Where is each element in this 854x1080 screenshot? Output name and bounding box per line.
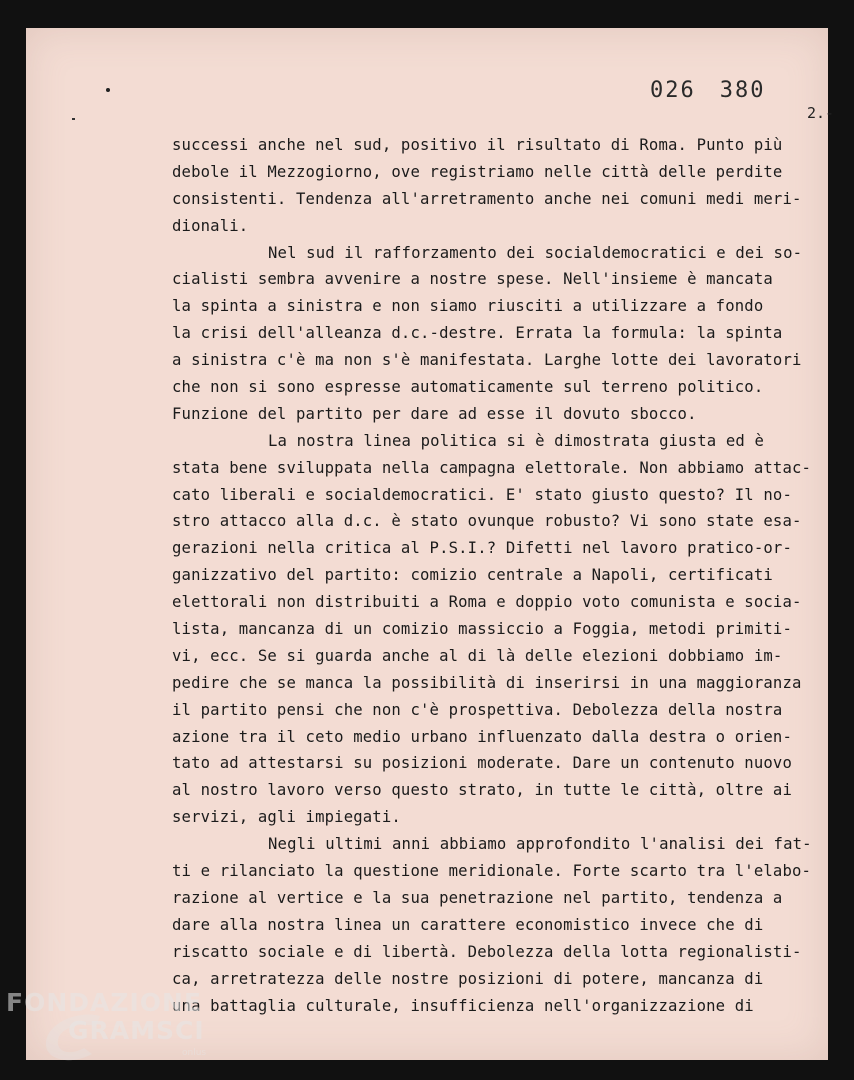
text-line: cato liberali e socialdemocratici. E' stato giusto questo? Il no-: [172, 485, 792, 504]
text-line: la spinta a sinistra e non siamo riusciti a utilizzare a fondo: [172, 297, 764, 316]
logo-subtitle: onlus: [182, 1048, 207, 1058]
logo-text-line1: FONDAZIONE: [6, 988, 203, 1017]
typewritten-text: [172, 132, 822, 1019]
text-line: dare alla nostra linea un carattere economistico invece che di: [172, 915, 764, 934]
text-line: dionali.: [172, 216, 249, 235]
text-line: che non si sono espresse automaticamente sul terreno politico.: [172, 378, 764, 397]
logo-text-line2: GRAMSCI: [68, 1016, 205, 1045]
text-line: successi anche nel sud, positivo il risultato di Roma. Punto più: [172, 136, 783, 154]
text-line: servizi, agli impiegati.: [172, 808, 401, 827]
text-line: a sinistra c'è ma non s'è manifestata. Larghe lotte dei lavoratori: [172, 351, 802, 370]
text-line: tato ad attestarsi su posizioni moderate. Dare un contenuto nuovo: [172, 754, 792, 773]
ink-mark: [106, 88, 110, 92]
text-line: ca, arretratezza delle nostre posizioni di potere, mancanza di: [172, 969, 764, 988]
text-line: cialisti sembra avvenire a nostre spese. Nell'insieme è mancata: [172, 270, 773, 289]
text-line: gerazioni nella critica al P.S.I.? Difetti nel lavoro pratico-or-: [172, 539, 792, 558]
text-line: stro attacco alla d.c. è stato ovunque robusto? Vi sono state esa-: [172, 512, 802, 531]
text-line: vi, ecc. Se si guarda anche al di là delle elezioni dobbiamo im-: [172, 646, 783, 665]
text-line: ganizzativo del partito: comizio centrale a Napoli, certificati: [172, 566, 773, 585]
text-line: al nostro lavoro verso questo strato, in tutte le città, oltre ai: [172, 781, 792, 800]
page-number: 2.-: [807, 104, 835, 122]
text-line: consistenti. Tendenza all'arretramento anche nei comuni medi meri-: [172, 189, 802, 208]
archive-number-part2: 380: [719, 78, 766, 103]
archive-number-part1: 026: [650, 78, 696, 103]
text-line: lista, mancanza di un comizio massiccio a Foggia, metodi primiti-: [172, 620, 792, 639]
text-line: pedire che se manca la possibilità di inserirsi in una maggioranza: [172, 673, 802, 692]
text-line: razione al vertice e la sua penetrazione nel partito, tendenza a: [172, 888, 783, 907]
text-line: riscatto sociale e di libertà. Debolezza della lotta regionalisti-: [172, 942, 802, 961]
text-line: Nel sud il rafforzamento dei socialdemocratici e dei so-: [268, 243, 803, 262]
text-line: debole il Mezzogiorno, ove registriamo nelle città delle perdite: [172, 162, 783, 181]
archive-number: [650, 78, 766, 103]
text-line: azione tra il ceto medio urbano influenzato dalla destra o orien-: [172, 727, 792, 746]
text-line: Funzione del partito per dare ad esse il dovuto sbocco.: [172, 404, 697, 423]
text-line: ti e rilanciato la questione meridionale. Forte scarto tra l'elabo-: [172, 862, 812, 881]
text-line: Negli ultimi anni abbiamo approfondito l'analisi dei fat-: [268, 835, 812, 854]
text-line: una battaglia culturale, insufficienza nell'organizzazione di: [172, 996, 754, 1015]
text-line: La nostra linea politica si è dimostrata giusta ed è: [268, 431, 764, 450]
text-line: stata bene sviluppata nella campagna elettorale. Non abbiamo attac-: [172, 458, 812, 477]
text-line: il partito pensi che non c'è prospettiva. Debolezza della nostra: [172, 700, 783, 719]
ink-mark: [72, 118, 75, 120]
fondazione-gramsci-logo: [6, 988, 216, 1068]
text-line: la crisi dell'alleanza d.c.-destre. Errata la formula: la spinta: [172, 324, 783, 343]
text-line: elettorali non distribuiti a Roma e doppio voto comunista e socia-: [172, 593, 802, 612]
